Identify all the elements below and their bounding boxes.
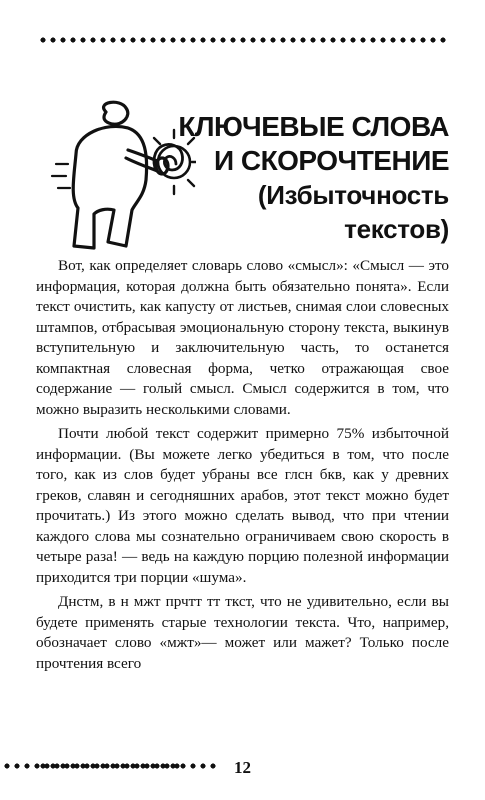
page-number: 12 bbox=[234, 758, 251, 777]
title-line-4: текстов) bbox=[344, 214, 449, 244]
paragraph-3: Днстм, в н мжт прчтт тт ткст, что не удивительно, если вы будете применять старые технологии текста. Что, например, обозначает слово «мжт»— может или мажет? Только после прочтения всего bbox=[36, 593, 449, 672]
title-line-3: (Избыточность bbox=[257, 180, 449, 210]
bottom-dotted-rule-right bbox=[0, 760, 180, 772]
paragraph-2: Почти любой текст содержит примерно 75% избыточной информации. (Вы можете легко убедиться в том, что после того, как из слов будет убраны все глсн бкв, как у древних греков, славян и сегодняшних арабов, этот текст можно будет прочитать.) Из этого можно сделать вывод, что при чтении каждого слова мы сознательно ограничиваем свою скорость в четыре раза! — ведь на каждую порцию полезной информации приходится три порции «шума». bbox=[36, 425, 449, 586]
body-text bbox=[36, 256, 449, 674]
title-line-2: И СКОРОЧТЕНИЕ bbox=[213, 145, 449, 176]
top-dotted-rule bbox=[36, 34, 449, 46]
title-line-1: КЛЮЧЕВЫЕ СЛОВА bbox=[178, 111, 449, 142]
chapter-header bbox=[36, 92, 449, 252]
chapter-title bbox=[149, 110, 449, 246]
paragraph-1: Вот, как определяет словарь слово «смысл»: «Смысл — это информация, которая должна быть обязательно понята». Если текст очистить, как капусту от листьев, снимая слои словесных штампов, отбрасывая эмоциональную сторону текста, выкинув вступительную и заключительную часть, то останется компактная словесная форма, четко отражающая свое содержание — голый смысл. Смысл содержится в том, что можно выразить несколькими словами. bbox=[36, 257, 449, 418]
